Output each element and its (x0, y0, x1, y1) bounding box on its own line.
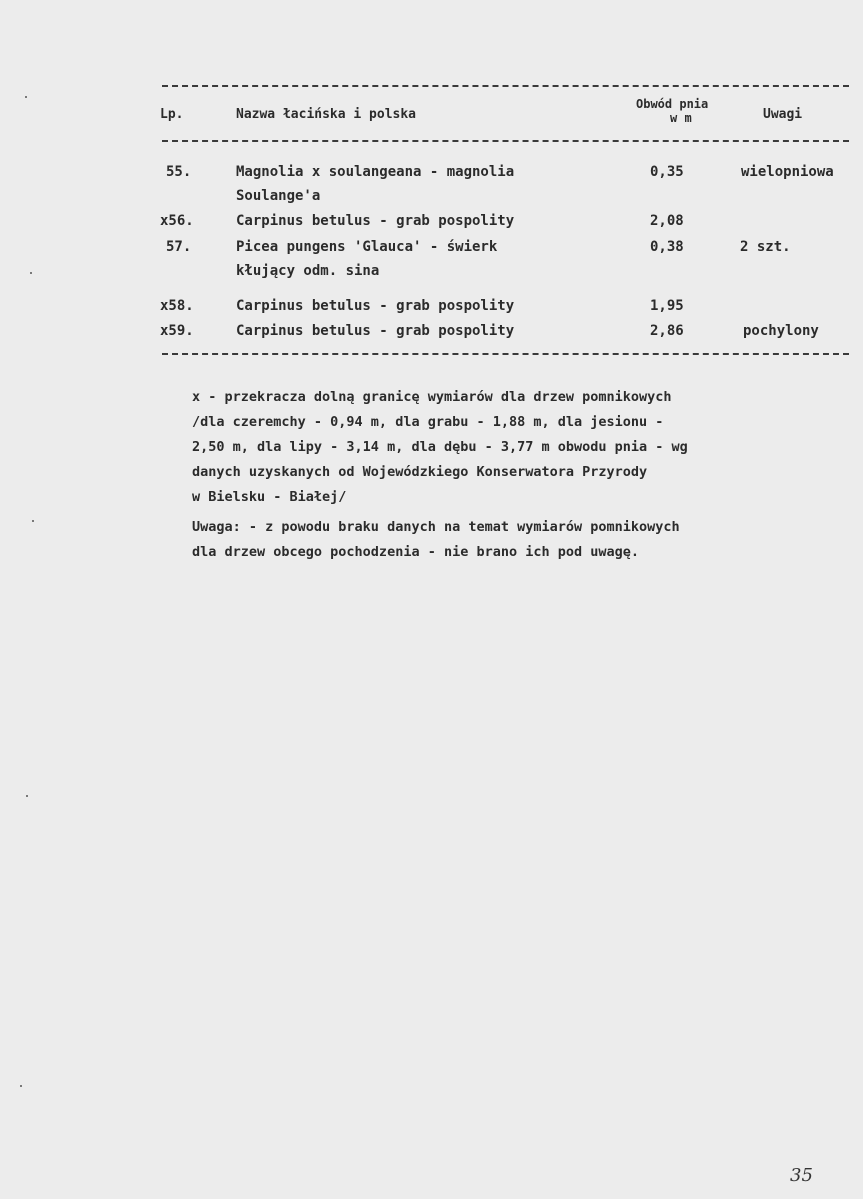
row-x56-name-line1: Carpinus betulus - grab pospolity (236, 213, 515, 229)
note-line-7: dla drzew obcego pochodzenia - nie brano ich pod uwagę. (192, 544, 640, 560)
scan-speck (26, 795, 28, 797)
row-55-name-line2: Soulange'a (236, 188, 321, 204)
table-header-rule (162, 140, 849, 142)
header-uwagi: Uwagi (763, 107, 803, 122)
row-x56-obwod: 2,08 (650, 213, 684, 229)
row-x59-obwod: 2,86 (650, 323, 684, 339)
row-x58-lp: x58. (160, 298, 194, 314)
note-line-2: /dla czeremchy - 0,94 m, dla grabu - 1,88 m, dla jesionu - (192, 414, 664, 430)
header-obwod-line1: Obwód pnia (636, 97, 709, 111)
page-number: 35 (790, 1165, 813, 1186)
row-55-uwagi: wielopniowa (741, 164, 834, 180)
row-x56-lp: x56. (160, 213, 194, 229)
row-57-lp: 57. (166, 239, 192, 255)
row-x59-uwagi: pochylony (743, 323, 819, 339)
row-x58-name-line1: Carpinus betulus - grab pospolity (236, 298, 515, 314)
row-55-name-line1: Magnolia x soulangeana - magnolia (236, 164, 515, 180)
table-bottom-rule (162, 353, 849, 355)
scan-speck (25, 96, 27, 98)
note-line-3: 2,50 m, dla lipy - 3,14 m, dla dębu - 3,77 m obwodu pnia - wg (192, 439, 688, 455)
table-top-rule (162, 85, 849, 87)
note-line-4: danych uzyskanych od Wojewódzkiego Konserwatora Przyrody (192, 464, 648, 480)
row-57-name-line1: Picea pungens 'Glauca' - świerk (236, 239, 498, 255)
row-57-uwagi: 2 szt. (740, 239, 791, 255)
row-57-obwod: 0,38 (650, 239, 684, 255)
header-lp: Lp. (160, 107, 184, 122)
header-obwod-line2: w m (670, 111, 692, 125)
row-x58-obwod: 1,95 (650, 298, 684, 314)
note-line-6: Uwaga: - z powodu braku danych na temat wymiarów pomnikowych (192, 519, 680, 535)
note-line-1: x - przekracza dolną granicę wymiarów dla drzew pomnikowych (192, 389, 672, 405)
row-x59-lp: x59. (160, 323, 194, 339)
scan-speck (30, 272, 32, 274)
row-57-name-line2: kłujący odm. sina (236, 263, 380, 279)
scan-speck (20, 1085, 22, 1087)
note-line-5: w Bielsku - Białej/ (192, 489, 347, 505)
row-x59-name-line1: Carpinus betulus - grab pospolity (236, 323, 515, 339)
row-55-lp: 55. (166, 164, 192, 180)
row-55-obwod: 0,35 (650, 164, 684, 180)
header-name: Nazwa łacińska i polska (236, 107, 417, 122)
scan-speck (32, 520, 34, 522)
